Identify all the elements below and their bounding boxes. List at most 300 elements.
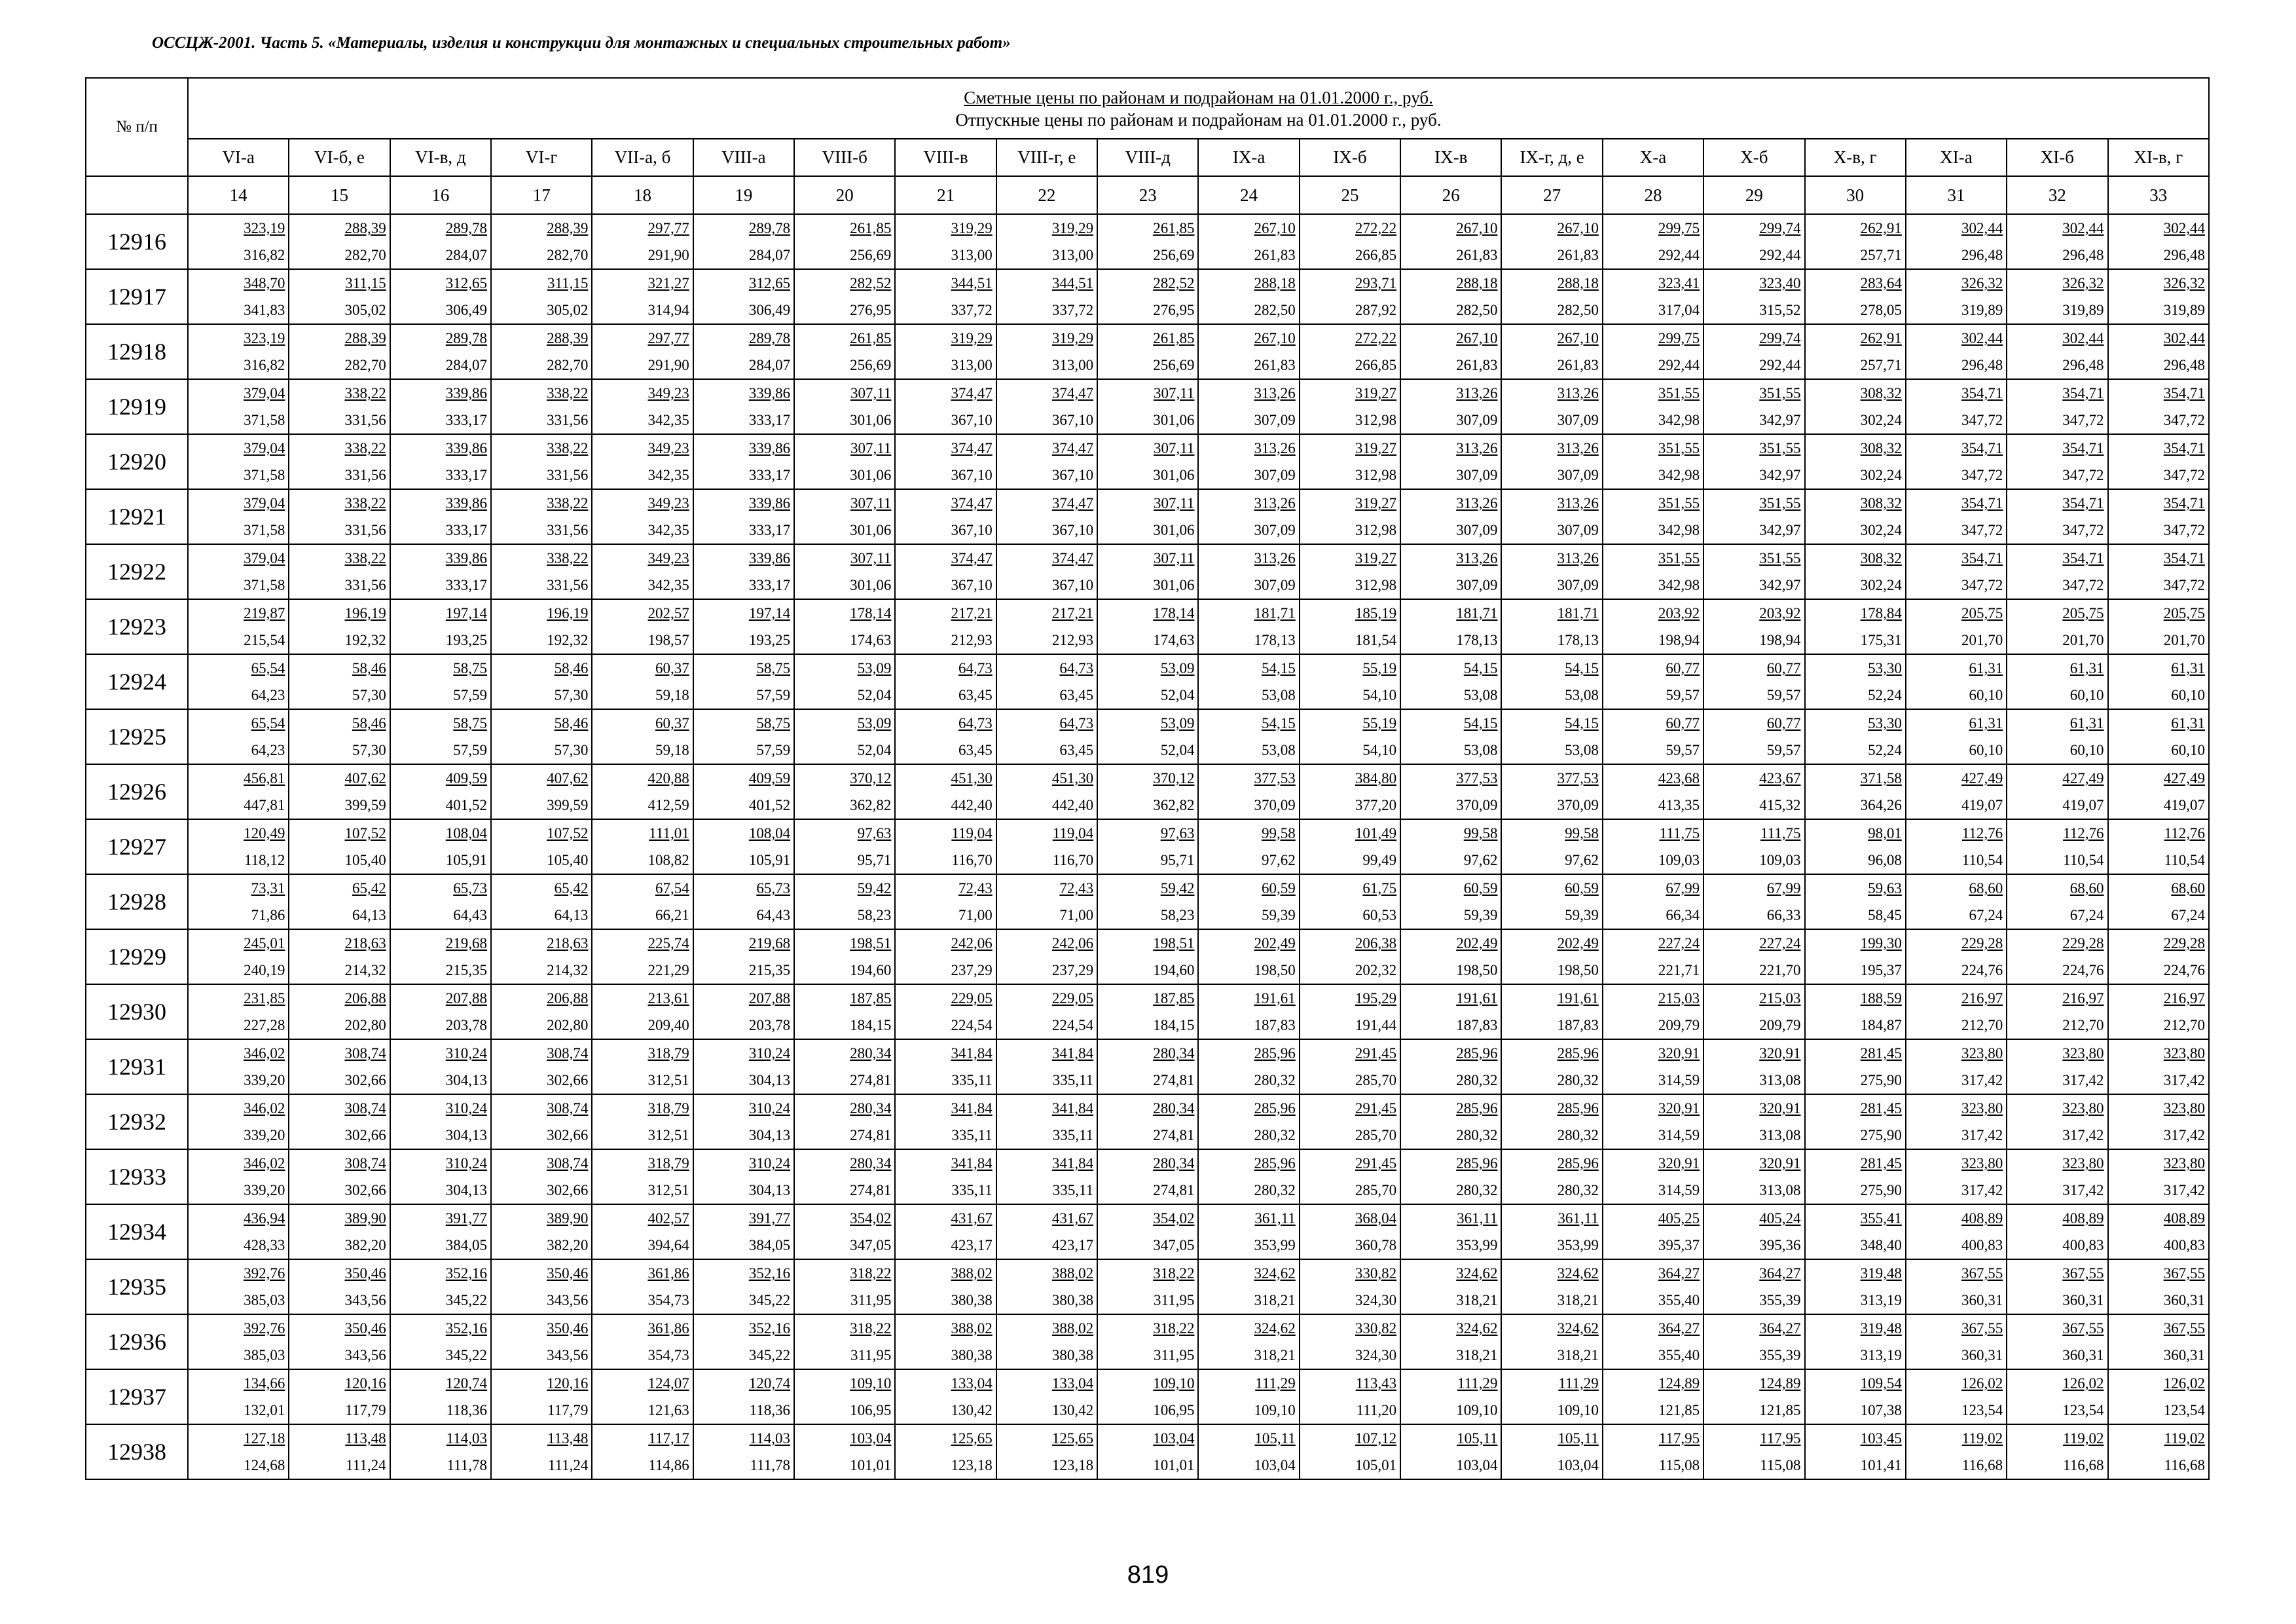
price-cell: [1300, 1094, 1400, 1149]
region-header: IX-а: [1198, 139, 1299, 176]
estimated-price: 323,80: [2163, 1045, 2205, 1061]
release-price: 256,69: [850, 247, 892, 263]
estimated-price: 310,24: [748, 1100, 791, 1116]
estimated-price: 344,51: [1051, 275, 1094, 291]
estimated-price: 339,86: [748, 550, 791, 566]
price-cell: [592, 1259, 693, 1314]
price-cell: [996, 1369, 1097, 1424]
price-cell: [895, 764, 996, 819]
release-price: 178,13: [1557, 632, 1599, 648]
estimated-price: 61,31: [1969, 660, 2003, 676]
estimated-price: 319,27: [1355, 495, 1397, 511]
price-cell: [1300, 654, 1400, 709]
estimated-price: 310,24: [445, 1100, 488, 1116]
estimated-price: 313,26: [1456, 550, 1498, 566]
release-price: 59,57: [1666, 742, 1700, 758]
release-price: 123,54: [2163, 1402, 2205, 1418]
price-cell: [188, 1424, 289, 1479]
release-price: 419,07: [2163, 797, 2205, 813]
estimated-price: 285,96: [1254, 1045, 1296, 1061]
release-price: 302,24: [1860, 467, 1902, 483]
release-price: 109,10: [1557, 1402, 1599, 1418]
price-cell: [188, 874, 289, 929]
price-cell: [289, 819, 390, 874]
price-cell: [1805, 324, 1906, 379]
release-price: 117,79: [345, 1402, 386, 1418]
estimated-price: 310,24: [748, 1155, 791, 1172]
price-cell: [1097, 1149, 1198, 1204]
release-price: 111,78: [750, 1457, 791, 1473]
release-price: 341,83: [244, 302, 285, 318]
price-cell: [289, 654, 390, 709]
price-cell: [996, 1149, 1097, 1204]
price-cell: [1805, 819, 1906, 874]
price-cell: [491, 434, 592, 489]
release-price: 347,72: [2163, 467, 2205, 483]
price-cell: [1400, 269, 1501, 324]
release-price: 53,08: [1262, 687, 1296, 703]
release-price: 419,07: [1961, 797, 2003, 813]
price-cell: [1704, 764, 1804, 819]
estimated-price: 308,32: [1860, 550, 1902, 566]
release-price: 296,48: [1961, 357, 2003, 373]
release-price: 101,01: [1153, 1457, 1195, 1473]
release-price: 240,19: [244, 962, 285, 978]
release-price: 296,48: [1961, 247, 2003, 263]
release-price: 261,83: [1456, 357, 1498, 373]
estimated-price: 318,79: [647, 1045, 689, 1061]
table-row: [86, 489, 2209, 544]
release-price: 71,86: [251, 907, 285, 923]
estimated-price: 117,95: [1760, 1430, 1801, 1447]
estimated-price: 361,11: [1254, 1210, 1296, 1227]
price-cell: [1805, 544, 1906, 599]
release-price: 71,00: [958, 907, 993, 923]
estimated-price: 323,19: [244, 220, 285, 236]
release-price: 367,10: [1051, 577, 1094, 593]
estimated-price: 267,10: [1456, 330, 1498, 346]
release-price: 57,59: [453, 742, 488, 758]
release-price: 95,71: [1160, 852, 1195, 868]
row-number: 12927: [86, 819, 188, 874]
estimated-price: 202,49: [1557, 935, 1599, 951]
region-header: VI-в, д: [390, 139, 491, 176]
price-cell: [2007, 984, 2107, 1039]
release-price: 110,54: [2164, 852, 2205, 868]
estimated-price: 198,51: [850, 935, 892, 951]
price-cell: [1198, 599, 1299, 654]
price-cell: [2108, 1039, 2209, 1094]
release-price: 261,83: [1557, 247, 1599, 263]
release-price: 123,54: [2062, 1402, 2104, 1418]
release-price: 198,94: [1658, 632, 1700, 648]
price-cell: [2007, 929, 2107, 984]
estimated-price: 351,55: [1658, 550, 1700, 566]
price-cell: [592, 1314, 693, 1369]
release-price: 130,42: [951, 1402, 993, 1418]
release-price: 400,83: [2062, 1237, 2104, 1253]
price-cell: [1906, 214, 2007, 269]
price-cell: [794, 1259, 895, 1314]
release-price: 121,85: [1759, 1402, 1801, 1418]
row-number: 12933: [86, 1149, 188, 1204]
price-cell: [693, 1204, 794, 1259]
release-price: 367,10: [951, 467, 993, 483]
price-cell: [895, 654, 996, 709]
row-number: 12937: [86, 1369, 188, 1424]
estimated-price: 216,97: [2163, 990, 2205, 1006]
price-cell: [1400, 434, 1501, 489]
price-cell: [1603, 1039, 1704, 1094]
release-price: 302,66: [547, 1127, 589, 1143]
price-cell: [1501, 654, 1602, 709]
estimated-price: 58,46: [554, 660, 589, 676]
price-cell: [1198, 654, 1299, 709]
price-cell: [794, 434, 895, 489]
release-price: 331,56: [547, 412, 589, 428]
price-cell: [592, 1094, 693, 1149]
column-number: 20: [794, 176, 895, 214]
price-cell: [895, 709, 996, 764]
release-price: 296,48: [2062, 247, 2104, 263]
release-price: 399,59: [547, 797, 589, 813]
estimated-price: 320,91: [1759, 1045, 1801, 1061]
column-number: 28: [1603, 176, 1704, 214]
row-number: 12922: [86, 544, 188, 599]
estimated-price: 231,85: [244, 990, 285, 1006]
price-cell: [2108, 489, 2209, 544]
table-row: [86, 1424, 2209, 1479]
release-price: 377,20: [1355, 797, 1397, 813]
estimated-price: 354,71: [2062, 385, 2104, 401]
price-cell: [1906, 434, 2007, 489]
release-price: 237,29: [951, 962, 993, 978]
price-cell: [996, 489, 1097, 544]
release-price: 302,24: [1860, 412, 1902, 428]
price-cell: [1704, 324, 1804, 379]
release-price: 209,40: [647, 1017, 689, 1033]
release-price: 333,17: [748, 522, 791, 538]
table-row: [86, 1149, 2209, 1204]
price-cell: [188, 819, 289, 874]
estimated-price: 216,97: [1961, 990, 2003, 1006]
release-price: 354,73: [647, 1292, 689, 1308]
release-price: 275,90: [1860, 1182, 1902, 1198]
price-cell: [1097, 599, 1198, 654]
row-number: 12926: [86, 764, 188, 819]
estimated-price: 133,04: [1051, 1375, 1094, 1392]
price-cell: [188, 434, 289, 489]
price-cell: [895, 599, 996, 654]
release-price: 105,01: [1355, 1457, 1397, 1473]
release-price: 301,06: [850, 577, 892, 593]
estimated-price: 54,15: [1463, 660, 1498, 676]
estimated-price: 119,02: [2063, 1430, 2104, 1447]
price-cell: [1300, 379, 1400, 434]
estimated-price: 391,77: [748, 1210, 791, 1227]
release-price: 284,07: [748, 247, 791, 263]
price-cell: [1704, 1204, 1804, 1259]
row-number: 12924: [86, 654, 188, 709]
price-cell: [1704, 599, 1804, 654]
row-number: 12928: [86, 874, 188, 929]
release-price: 412,59: [647, 797, 689, 813]
estimated-price: 374,47: [951, 385, 993, 401]
column-number: 22: [996, 176, 1097, 214]
price-cell: [1906, 489, 2007, 544]
estimated-price: 281,45: [1860, 1045, 1902, 1061]
table-row: [86, 1369, 2209, 1424]
release-price: 54,10: [1362, 742, 1397, 758]
release-price: 354,73: [647, 1347, 689, 1363]
estimated-price: 215,03: [1658, 990, 1700, 1006]
estimated-price: 379,04: [244, 440, 285, 456]
estimated-price: 324,62: [1456, 1265, 1498, 1282]
estimated-price: 326,32: [2163, 275, 2205, 291]
release-price: 201,70: [2062, 632, 2104, 648]
price-cell: [794, 929, 895, 984]
release-price: 64,23: [251, 742, 285, 758]
estimated-price: 423,68: [1658, 770, 1700, 786]
release-price: 319,89: [1961, 302, 2003, 318]
estimated-price: 307,11: [1154, 495, 1195, 511]
estimated-price: 202,49: [1254, 935, 1296, 951]
running-header: ОССЦЖ-2001. Часть 5. «Материалы, изделия и конструкции для монтажных и специальных строительных работ»: [152, 34, 1011, 52]
release-price: 193,25: [748, 632, 791, 648]
estimated-price: 216,97: [2062, 990, 2104, 1006]
release-price: 257,71: [1860, 247, 1902, 263]
estimated-price: 229,28: [1961, 935, 2003, 951]
price-cell: [1198, 489, 1299, 544]
estimated-price: 53,09: [1160, 660, 1195, 676]
estimated-price: 323,80: [2062, 1045, 2104, 1061]
release-price: 331,56: [344, 577, 386, 593]
estimated-price: 281,45: [1860, 1155, 1902, 1172]
release-price: 335,11: [951, 1182, 993, 1198]
price-cell: [693, 929, 794, 984]
estimated-price: 261,85: [1153, 220, 1195, 236]
price-cell: [592, 269, 693, 324]
price-cell: [2108, 1094, 2209, 1149]
price-cell: [996, 599, 1097, 654]
price-cell: [289, 709, 390, 764]
release-price: 367,10: [1051, 412, 1094, 428]
release-price: 333,17: [445, 577, 488, 593]
price-cell: [2007, 434, 2107, 489]
column-number: 14: [188, 176, 289, 214]
row-number: 12918: [86, 324, 188, 379]
release-price: 57,30: [352, 687, 386, 703]
release-price: 101,01: [850, 1457, 892, 1473]
estimated-price: 307,11: [850, 550, 892, 566]
release-price: 53,08: [1463, 742, 1498, 758]
estimated-price: 308,74: [547, 1100, 589, 1116]
release-price: 110,54: [1961, 852, 2003, 868]
price-cell: [1400, 489, 1501, 544]
price-cell: [1097, 1259, 1198, 1314]
release-price: 360,31: [1961, 1292, 2003, 1308]
release-price: 342,97: [1759, 412, 1801, 428]
estimated-price: 245,01: [244, 935, 285, 951]
release-price: 415,32: [1759, 797, 1801, 813]
release-price: 347,72: [1961, 577, 2003, 593]
estimated-price: 111,29: [1255, 1375, 1296, 1392]
price-cell: [1198, 214, 1299, 269]
release-price: 304,13: [445, 1182, 488, 1198]
release-price: 353,99: [1557, 1237, 1599, 1253]
release-price: 111,78: [446, 1457, 488, 1473]
estimated-price: 262,91: [1860, 330, 1902, 346]
price-cell: [895, 1039, 996, 1094]
price-cell: [1501, 984, 1602, 1039]
column-number-blank: [86, 176, 188, 214]
estimated-price: 408,89: [2163, 1210, 2205, 1227]
estimated-price: 111,29: [1558, 1375, 1599, 1392]
estimated-price: 54,15: [1262, 715, 1296, 731]
release-price: 342,98: [1658, 577, 1700, 593]
price-cell: [289, 489, 390, 544]
release-price: 307,09: [1254, 467, 1296, 483]
price-cell: [188, 1314, 289, 1369]
release-price: 52,24: [1868, 687, 1902, 703]
release-price: 64,43: [756, 907, 791, 923]
price-cell: [1805, 379, 1906, 434]
price-cell: [996, 1424, 1097, 1479]
release-price: 313,00: [951, 357, 993, 373]
price-cell: [1400, 654, 1501, 709]
estimated-price: 341,84: [1051, 1045, 1094, 1061]
release-price: 224,76: [2062, 962, 2104, 978]
price-cell: [2007, 654, 2107, 709]
estimated-price: 196,19: [547, 605, 589, 621]
estimated-price: 99,58: [1463, 825, 1498, 841]
region-header: IX-г, д, е: [1501, 139, 1602, 176]
estimated-price: 354,02: [1153, 1210, 1195, 1227]
price-cell: [289, 434, 390, 489]
region-header: VI-г: [491, 139, 592, 176]
row-number: 12934: [86, 1204, 188, 1259]
estimated-price: 54,15: [1262, 660, 1296, 676]
estimated-price: 339,86: [445, 550, 488, 566]
estimated-price: 202,49: [1456, 935, 1498, 951]
estimated-price: 370,12: [850, 770, 892, 786]
table-row: [86, 1259, 2209, 1314]
estimated-price: 261,85: [850, 330, 892, 346]
price-cell: [592, 214, 693, 269]
estimated-price: 351,55: [1658, 495, 1700, 511]
release-price: 202,32: [1355, 962, 1397, 978]
release-price: 123,18: [951, 1457, 993, 1473]
release-price: 191,44: [1355, 1017, 1397, 1033]
estimated-price: 119,04: [951, 825, 993, 841]
price-cell: [1603, 654, 1704, 709]
estimated-price: 323,41: [1658, 275, 1700, 291]
estimated-price: 307,11: [1154, 550, 1195, 566]
release-price: 285,70: [1355, 1182, 1397, 1198]
row-number-header: № п/п: [86, 78, 188, 176]
estimated-price: 324,62: [1557, 1320, 1599, 1337]
price-cell: [1300, 434, 1400, 489]
estimated-price: 313,26: [1254, 550, 1296, 566]
release-price: 103,04: [1557, 1457, 1599, 1473]
release-price: 52,04: [857, 742, 892, 758]
price-cell: [2108, 929, 2209, 984]
estimated-price: 288,39: [344, 220, 386, 236]
release-price: 67,24: [2069, 907, 2104, 923]
price-cell: [188, 379, 289, 434]
estimated-price: 302,44: [2163, 330, 2205, 346]
price-cell: [1906, 1039, 2007, 1094]
price-cell: [794, 984, 895, 1039]
table-row: [86, 324, 2209, 379]
estimated-price: 215,03: [1759, 990, 1801, 1006]
release-price: 118,36: [446, 1402, 488, 1418]
price-cell: [1603, 324, 1704, 379]
price-cell: [1198, 324, 1299, 379]
price-cell: [1906, 709, 2007, 764]
release-price: 64,13: [554, 907, 589, 923]
release-price: 175,31: [1860, 632, 1902, 648]
price-cell: [491, 764, 592, 819]
price-cell: [1906, 1149, 2007, 1204]
price-cell: [1198, 1314, 1299, 1369]
estimated-price: 427,49: [2163, 770, 2205, 786]
price-cell: [1300, 269, 1400, 324]
release-price: 274,81: [1153, 1072, 1195, 1088]
release-price: 319,89: [2062, 302, 2104, 318]
release-price: 114,86: [648, 1457, 689, 1473]
estimated-price: 65,73: [453, 880, 488, 896]
estimated-price: 61,31: [2171, 660, 2205, 676]
release-price: 118,12: [244, 852, 285, 868]
price-cell: [2007, 1369, 2107, 1424]
column-number: 24: [1198, 176, 1299, 214]
estimated-price: 213,61: [647, 990, 689, 1006]
estimated-price: 67,99: [1666, 880, 1700, 896]
release-price: 301,06: [850, 522, 892, 538]
estimated-price: 409,59: [748, 770, 791, 786]
estimated-price: 293,71: [1355, 275, 1397, 291]
estimated-price: 350,46: [547, 1265, 589, 1282]
estimated-price: 431,67: [951, 1210, 993, 1227]
estimated-price: 319,29: [1051, 220, 1094, 236]
release-price: 109,03: [1658, 852, 1700, 868]
estimated-price: 291,45: [1355, 1100, 1397, 1116]
table-row: [86, 544, 2209, 599]
price-cell: [996, 654, 1097, 709]
release-price: 385,03: [244, 1347, 285, 1363]
price-cell: [2108, 434, 2209, 489]
estimated-price: 299,74: [1759, 220, 1801, 236]
release-price: 331,56: [344, 522, 386, 538]
release-price: 331,56: [344, 412, 386, 428]
estimated-price: 113,48: [345, 1430, 386, 1447]
release-price: 292,44: [1658, 247, 1700, 263]
estimated-price: 280,34: [850, 1155, 892, 1172]
price-cell: [1906, 324, 2007, 379]
estimated-price: 58,75: [756, 660, 791, 676]
release-price: 59,39: [1262, 907, 1296, 923]
release-price: 316,82: [244, 357, 285, 373]
price-cell: [390, 544, 491, 599]
release-price: 318,21: [1456, 1292, 1498, 1308]
price-cell: [895, 324, 996, 379]
release-price: 237,29: [1051, 962, 1094, 978]
estimated-price: 308,74: [547, 1045, 589, 1061]
estimated-price: 272,22: [1355, 330, 1397, 346]
price-cell: [491, 709, 592, 764]
price-cell: [1603, 709, 1704, 764]
